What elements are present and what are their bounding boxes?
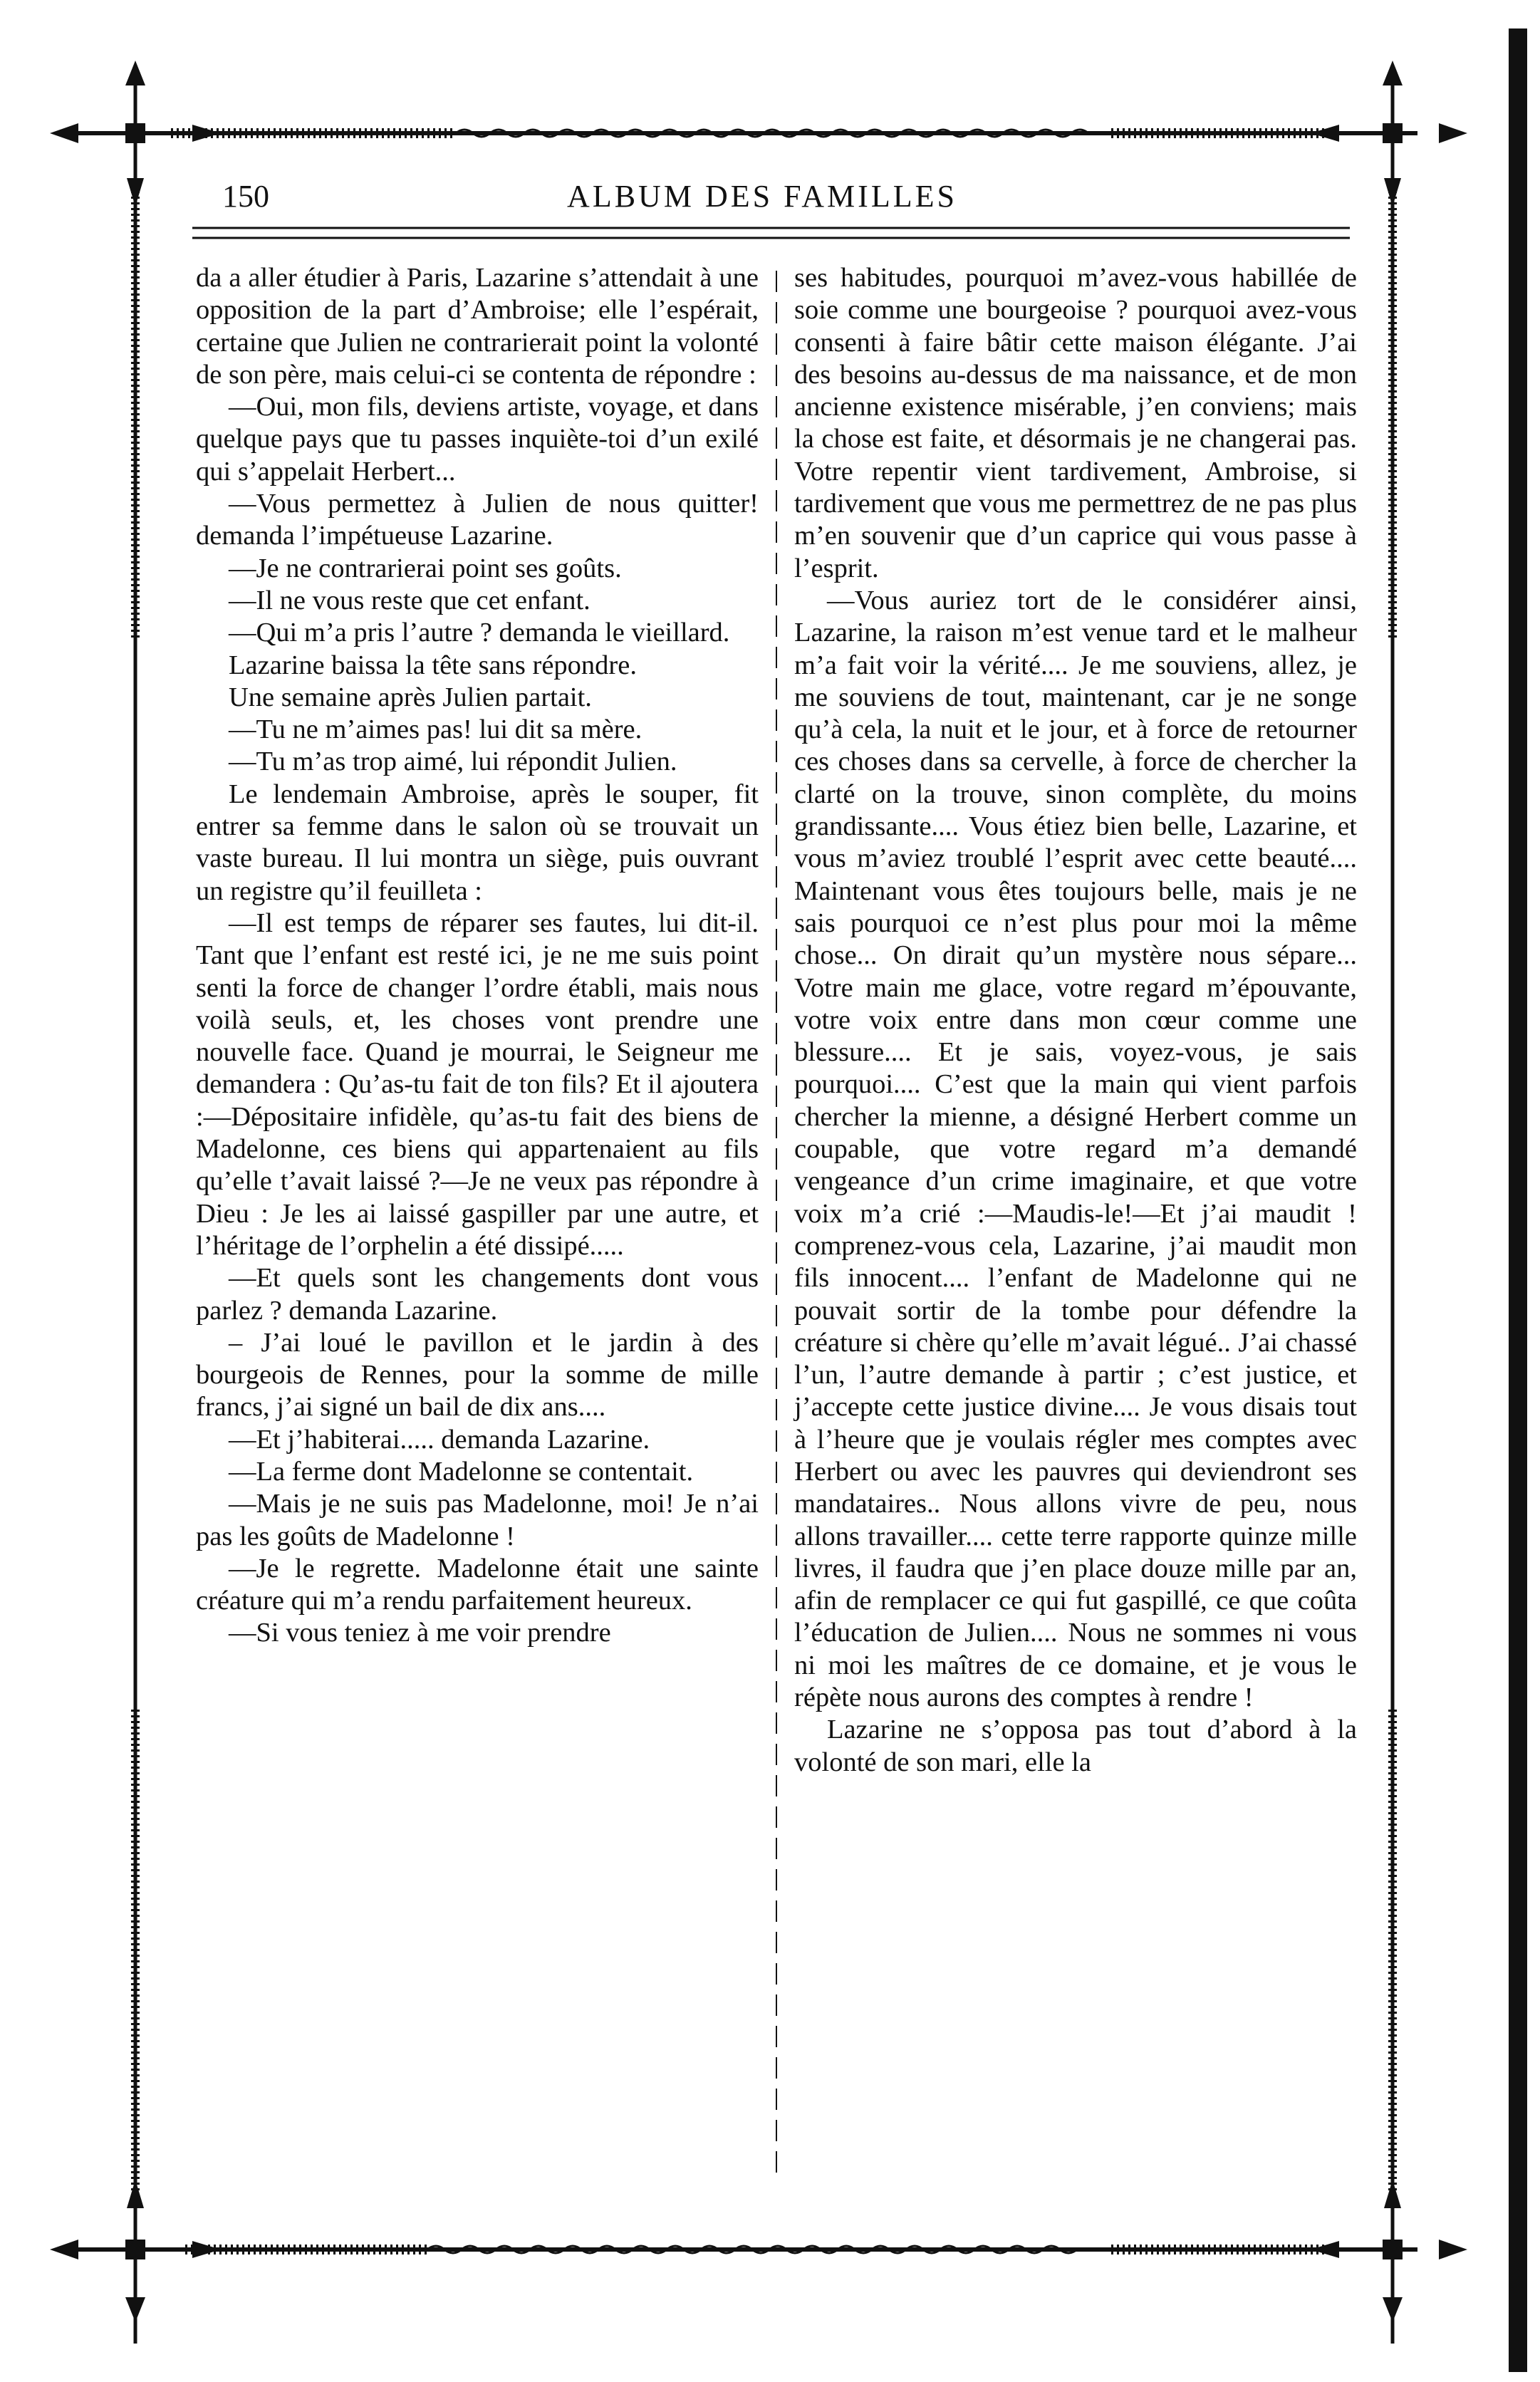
corner-ornament-bottom-left	[50, 2180, 221, 2322]
page-edge-bar	[1509, 28, 1527, 2372]
paragraph: Le lendemain Ambroise, après le souper, fit entrer sa femme dans le salon où se trouvait un vaste bureau. Il lui montra un siège, puis ouvrant un registre qu’il feuilleta :	[196, 779, 759, 906]
paragraph: Une semaine après Julien partait.	[229, 682, 592, 712]
corner-ornament-bottom-right	[1311, 2180, 1467, 2322]
text-columns	[196, 262, 1357, 2193]
paragraph: —Il est temps de réparer ses fautes, lui dit-il. Tant que l’enfant est resté ici, je ne me suis point senti la force de changer l’ordre établi, mais nous voilà seuls, et, les choses vont prendre une nouvelle face. Quand je mourrai, le Seigneur me demandera : Qu’as-tu fait de ton fils? Et il ajoutera :—Dépositaire infidèle, qu’as-tu fait des biens de Madelonne, ces biens qui appartenaient au fils qu’elle t’avait laissé ?—Je ne veux pas répondre à Dieu : Je les ai laissé gaspiller par une autre, et l’héritage de l’orphelin a été dissipé.....	[196, 907, 759, 1261]
paragraph: – J’ai loué le pavillon et le jardin à des bourgeois de Rennes, pour la somme de mille francs, j’ai signé un bail de dix ans....	[196, 1327, 759, 1423]
paragraph: —Je ne contrarierai point ses goûts.	[229, 553, 622, 583]
paragraph: —Et quels sont les changements dont vous parlez ? demanda Lazarine.	[196, 1263, 759, 1326]
paragraph: —Il ne vous reste que cet enfant.	[229, 585, 590, 615]
right-column	[794, 262, 1357, 2193]
paragraph: —Oui, mon fils, deviens artiste, voyage, et dans quelque pays que tu passes inquiète-toi d’un exilé qui s’appelait Herbert...	[196, 392, 759, 487]
paragraph: Lazarine ne s’opposa pas tout d’abord à la volonté de son mari, elle la	[794, 1715, 1357, 1777]
left-column	[196, 262, 759, 2193]
paragraph: —Mais je ne suis pas Madelonne, moi! Je n’ai pas les goûts de Madelonne !	[196, 1489, 759, 1551]
paragraph: —Qui m’a pris l’autre ? demanda le vieillard.	[229, 618, 730, 648]
paragraph: —Je le regrette. Madelonne était une sainte créature qui m’a rendu parfaitement heureux.	[196, 1553, 759, 1616]
running-title: ALBUM DES FAMILLES	[567, 179, 957, 214]
paragraph: —Tu ne m’aimes pas! lui dit sa mère.	[229, 714, 642, 745]
paragraph: —La ferme dont Madelonne se contentait.	[229, 1456, 694, 1487]
paragraph: —Vous auriez tort de le considérer ainsi, Lazarine, la raison m’est venue tard et le malheur m’a fait voir la vérité.... Je me souviens, allez, je me souviens de tout, maintenant, car je ne songe qu’à cela, la nuit et le jour, et à force de retourner ces choses dans sa cervelle, à force de chercher la clarté on la trouve, sinon complète, du moins grandissante.... Vous étiez bien belle, Lazarine, et vous m’aviez troublé l’esprit avec cette beauté.... Maintenant vous êtes toujours belle, mais je ne sais pourquoi ce n’est plus pour moi la même chose... On dirait qu’un mystère nous sépare... Votre main me glace, votre regard m’épouvante, votre voix entre dans mon cœur comme une blessure.... Et je sais, voyez-vous, je sais pourquoi.... C’est que la main qui vient parfois chercher la mienne, a désigné Herbert comme un coupable, que votre regard m’a demandé vengeance d’un crime imaginaire, et que votre voix m’a crié :—Maudis-le!—Et j’ai maudit ! comprenez-vous cela, Lazarine, j’ai maudit mon fils innocent.... l’enfant de Madelonne qui ne pouvait sortir de la tombe pour défendre la créature si chère qu’elle m’avait légué.. J’ai chassé l’un, l’autre demande à partir ; c’est justice, et j’accepte cette justice divine.... Je vous disais tout à l’heure que je voulais régler mes comptes avec Herbert ou avec les pauvres qui deviendront ses mandataires.. Nous allons vivre de peu, nous allons travailler.... cette terre rapporte quinze mille livres, il faudra que j’en place douze mille par an, afin de remplacer ce qui fut gaspillé, ce que coûta l’éducation de Julien.... Nous ne sommes ni vous ni moi les maîtres de ce domaine, et je vous le répète nous aurons des comptes à rendre !	[794, 585, 1357, 1713]
page-number: 150	[222, 179, 269, 214]
paragraph: —Et j’habiterai..... demanda Lazarine.	[229, 1424, 650, 1455]
paragraph: Lazarine baissa la tête sans répondre.	[229, 650, 637, 680]
paragraph: —Vous permettez à Julien de nous quitter! demanda l’impétueuse Lazarine.	[196, 489, 759, 551]
paragraph: ses habitudes, pourquoi m’avez-vous habillée de soie comme une bourgeoise ? pourquoi avez-vous consenti à faire bâtir cette maison élégante. J’ai des besoins au-dessus de ma naissance, et de mon ancienne existence misérable, j’en conviens; mais la chose est faite, et désormais je ne changerai pas. Votre repentir vient tardivement, Ambroise, si tardivement que vous me permettrez de ne pas plus m’en souvenir que d’un caprice qui vous passe à l’esprit.	[794, 263, 1357, 583]
running-header	[178, 178, 1346, 221]
paragraph: —Tu m’as trop aimé, lui répondit Julien.	[229, 747, 677, 777]
paragraph: da a aller étudier à Paris, Lazarine s’attendait à une opposition de la part d’Ambroise; elle l’espérait, certaine que Julien ne contrarierait point la volonté de son père, mais celui-ci se contenta de répondre :	[196, 263, 759, 390]
paragraph: —Si vous teniez à me voir prendre	[229, 1618, 611, 1648]
